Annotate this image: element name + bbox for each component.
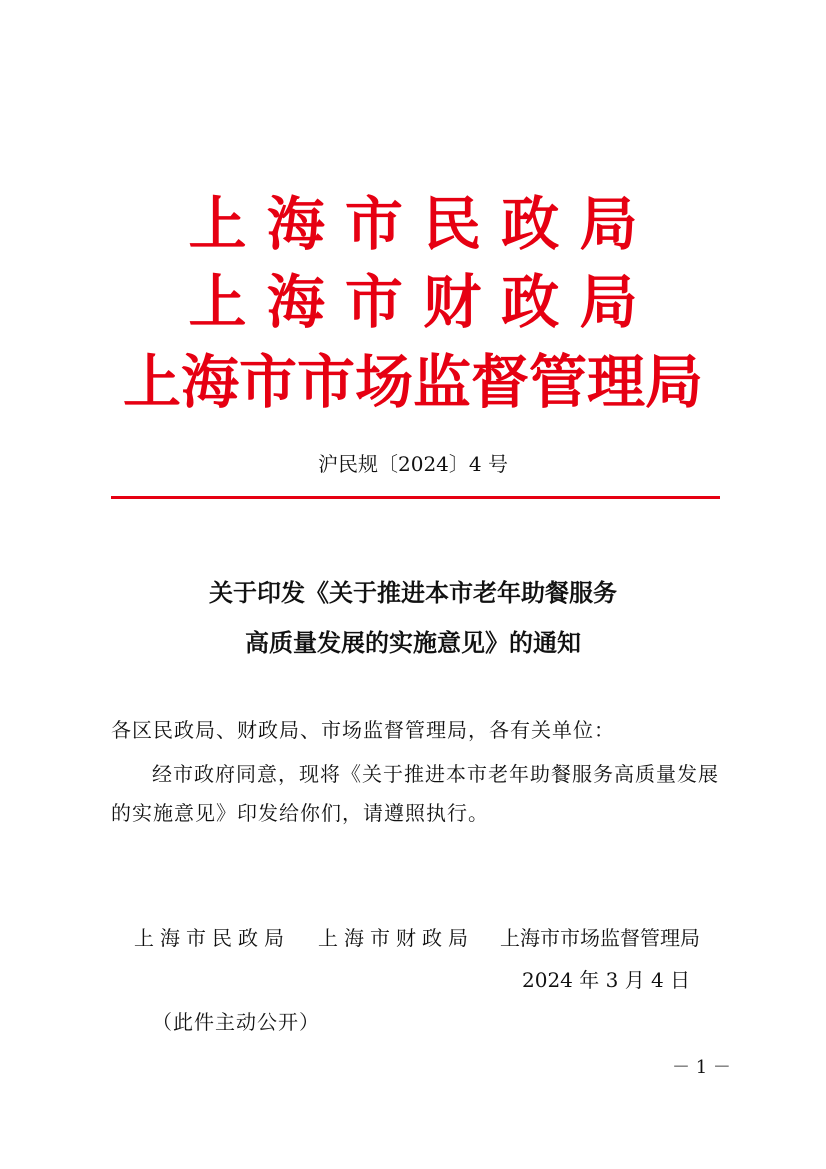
body-paragraph-line-2: 的实施意见》印发给你们，请遵照执行。 xyxy=(111,801,489,825)
document-number: 沪民规〔2024〕4 号 xyxy=(318,452,508,476)
public-disclosure-note: （此件主动公开） xyxy=(152,1010,320,1034)
issuer-finance-bureau: 上 海 市 财 政 局 xyxy=(188,268,638,336)
issuer-civil-affairs-bureau: 上 海 市 民 政 局 xyxy=(188,190,638,258)
page-number: － 1 － xyxy=(672,1057,731,1078)
salutation: 各区民政局、财政局、市场监督管理局，各有关单位： xyxy=(111,718,615,742)
title-line-1: 关于印发《关于推进本市老年助餐服务 xyxy=(209,578,617,607)
red-divider-line xyxy=(111,496,720,499)
issue-date: 2024 年 3 月 4 日 xyxy=(522,968,691,992)
signature-civil-affairs-bureau: 上海市民政局 xyxy=(134,926,290,950)
signature-market-supervision-bureau: 上海市市场监督管理局 xyxy=(500,926,700,950)
issuer-market-supervision-bureau: 上海市市场监督管理局 xyxy=(122,348,703,416)
title-line-2: 高质量发展的实施意见》的通知 xyxy=(245,628,581,657)
body-paragraph-line-1: 经市政府同意，现将《关于推进本市老年助餐服务高质量发展 xyxy=(152,762,719,786)
signature-finance-bureau: 上海市财政局 xyxy=(318,926,474,950)
